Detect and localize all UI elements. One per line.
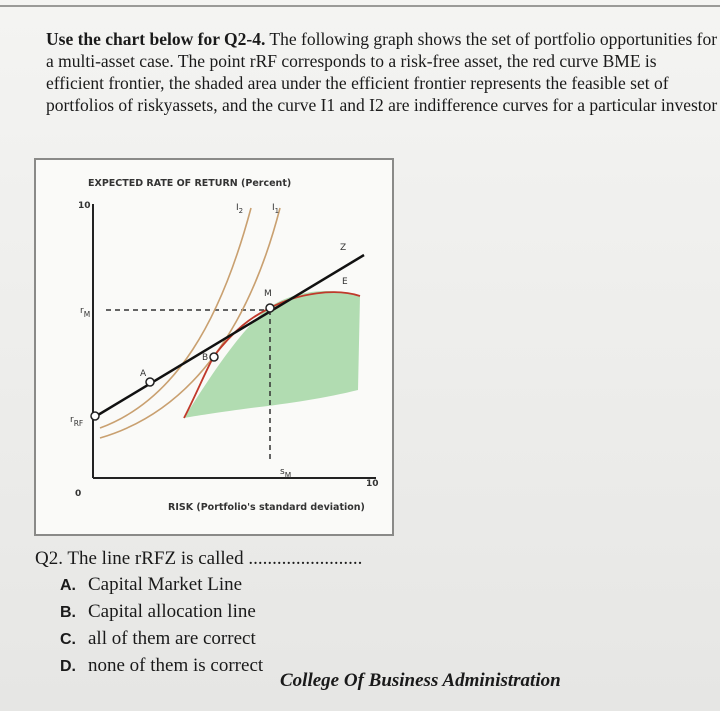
intro-text: The following graph shows the set of portfolio opportunities for a multi-asset case. The point rRF corresponds to a risk-free asset, the red curve BME is efficient frontier, the shaded area under the efficient frontier represents the feasible set of portfolios of riskyassets, and the curve I1 and I2 are indifference curves for a particular investor (46, 29, 718, 115)
portfolio-chart (34, 158, 394, 536)
page-top-rule (0, 5, 720, 7)
y-axis-title: EXPECTED RATE OF RETURN (Percent) (88, 178, 292, 189)
option-a-letter: A. (60, 577, 76, 594)
label-point-m: M (264, 289, 272, 299)
option-c[interactable] (60, 626, 263, 653)
option-a-text: Capital Market Line (88, 574, 243, 595)
label-point-a: A (140, 369, 147, 379)
label-point-b: B (202, 353, 209, 363)
question-2-options (60, 572, 263, 680)
option-b[interactable] (60, 599, 263, 626)
label-i1: $I_1$ (272, 203, 280, 215)
rrf-axis-label: $r_{RF}$ (70, 415, 84, 428)
x-tick-right: 10 (366, 479, 379, 489)
option-d-text: none of them is correct (88, 655, 264, 676)
option-b-letter: B. (60, 604, 76, 621)
label-i2: $I_2$ (236, 203, 244, 215)
label-point-z: Z (340, 243, 347, 253)
x-axis-title: RISK (Portfolio's standard deviation) (168, 502, 365, 513)
point-a (146, 378, 154, 386)
point-rrf (91, 412, 99, 420)
question-intro (46, 28, 718, 116)
option-b-text: Capital allocation line (88, 601, 256, 622)
rm-axis-label: $r_M$ (80, 306, 91, 319)
option-c-text: all of them are correct (88, 628, 256, 649)
option-d-letter: D. (60, 658, 76, 675)
option-c-letter: C. (60, 631, 76, 648)
portfolio-chart-svg (36, 160, 392, 534)
y-tick-top: 10 (78, 201, 91, 211)
point-b (210, 353, 218, 361)
intro-lead: Use the chart below for Q2-4. (46, 29, 266, 49)
point-m (266, 304, 274, 312)
option-a[interactable] (60, 572, 263, 599)
sm-axis-label: $s_M$ (280, 467, 292, 480)
footer-college-name: College Of Business Administration (280, 670, 561, 691)
question-2-stem: Q2. The line rRFZ is called ........................ (35, 548, 363, 569)
label-point-e: E (342, 277, 348, 287)
origin-label: 0 (75, 489, 82, 499)
option-d[interactable] (60, 653, 263, 680)
